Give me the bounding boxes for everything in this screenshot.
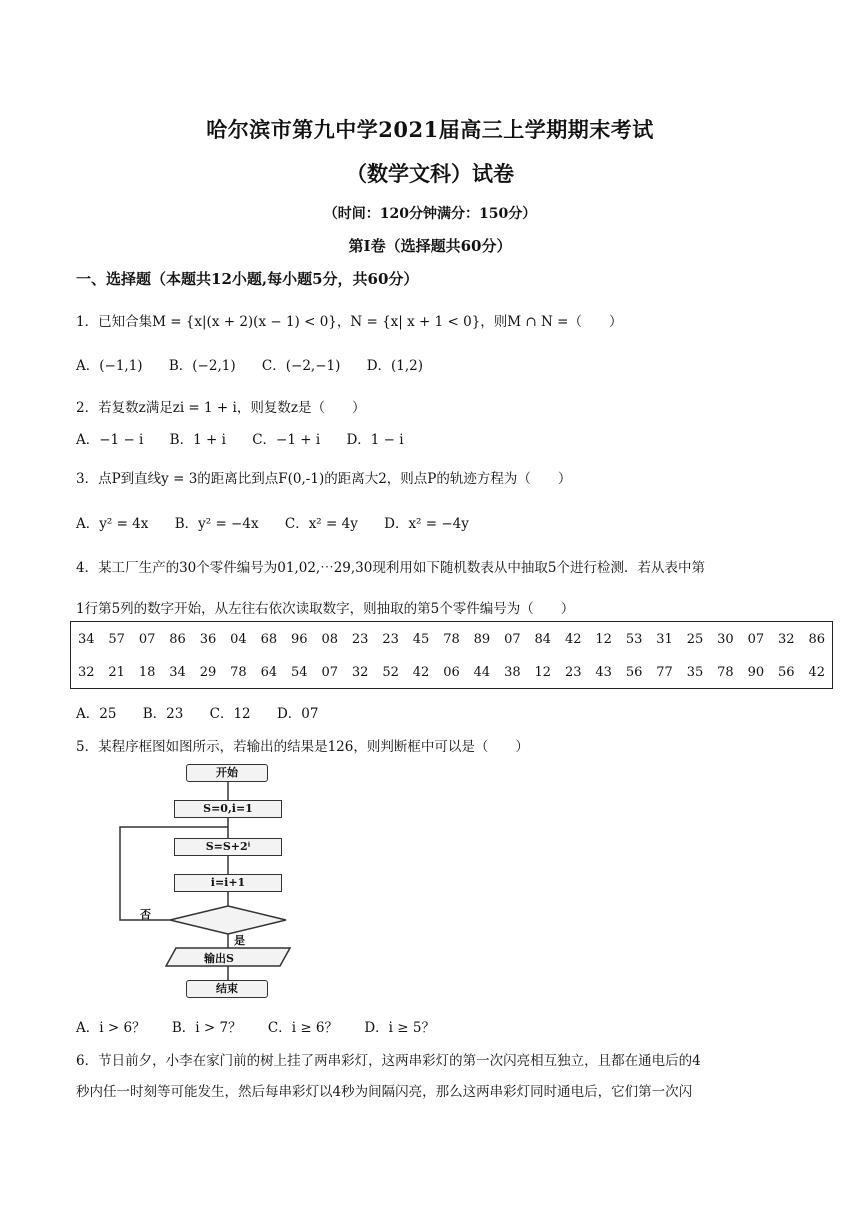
table-cell: 04 — [230, 632, 247, 647]
question-1-options — [76, 354, 445, 374]
table-cell: 42 — [412, 665, 430, 680]
exam-title: 哈尔滨市第九中学2021届高三上学期期末考试 — [206, 117, 654, 142]
table-cell: 68 — [260, 632, 278, 647]
table-cell: 53 — [625, 632, 643, 647]
option: B．y² = −4x — [174, 516, 259, 532]
table-cell: 42 — [564, 632, 582, 647]
table-cell: 07 — [138, 632, 156, 647]
table-cell: 86 — [169, 632, 186, 647]
option: B．1 + i — [169, 432, 226, 448]
table-cell: 31 — [656, 632, 673, 647]
table-cell: 64 — [260, 665, 278, 680]
table-cell: 30 — [717, 632, 734, 647]
question-2-options — [76, 428, 426, 448]
table-cell: 89 — [473, 632, 491, 647]
option: A．i > 6？ — [76, 1020, 146, 1036]
table-cell: 96 — [291, 632, 308, 647]
table-cell: 23 — [382, 632, 399, 647]
table-cell: 12 — [595, 632, 612, 647]
table-cell: 90 — [747, 665, 765, 680]
flowchart — [118, 760, 318, 1005]
table-cell: 52 — [382, 665, 399, 680]
option: D．x² = −4y — [384, 516, 469, 532]
random-number-table — [70, 621, 833, 689]
table-cell: 78 — [717, 665, 734, 680]
table-cell: 32 — [778, 632, 795, 647]
option: C．x² = 4y — [284, 516, 358, 532]
table-cell: 43 — [595, 665, 612, 680]
flowchart-output: 输出S — [204, 952, 234, 965]
table-row — [71, 655, 833, 689]
option: C．(−2,−1) — [261, 358, 341, 374]
table-cell: 84 — [534, 632, 552, 647]
option: D．07 — [276, 706, 319, 722]
exam-subtitle: （数学文科）试卷 — [346, 161, 514, 186]
table-cell: 06 — [443, 665, 460, 680]
question-6-line1: 6．节日前夕，小李在家门前的树上挂了两串彩灯，这两串彩灯的第一次闪亮相互独立，且都在通电后的4 — [76, 1053, 701, 1069]
option: B．(−2,1) — [168, 358, 236, 374]
table-cell: 56 — [778, 665, 795, 680]
table-cell: 29 — [199, 665, 217, 680]
table-cell: 21 — [108, 665, 125, 680]
option: A．−1 − i — [76, 432, 144, 448]
option: C．−1 + i — [252, 432, 321, 448]
question-5-options — [76, 1016, 457, 1036]
option: A．25 — [76, 706, 117, 722]
flowchart-end: 结束 — [186, 980, 268, 998]
table-cell: 45 — [412, 632, 430, 647]
table-cell: 86 — [808, 632, 826, 647]
option: D．(1,2) — [366, 358, 424, 374]
table-cell: 44 — [473, 665, 491, 680]
question-1-stem: 1．已知合集M = {x|(x + 2)(x − 1) < 0}，N = {x| x + 1 < 0}，则M ∩ N =（ ） — [76, 314, 623, 330]
table-cell: 34 — [77, 632, 95, 647]
table-cell: 08 — [321, 632, 338, 647]
table-cell: 35 — [686, 665, 704, 680]
option: A．(−1,1) — [76, 358, 143, 374]
question-4-stem-line2: 1行第5列的数字开始，从左往右依次读取数字，则抽取的第5个零件编号为（ ） — [76, 601, 575, 617]
table-cell: 38 — [504, 665, 521, 680]
table-cell: 54 — [291, 665, 308, 680]
question-4-options — [76, 702, 340, 722]
question-4-stem-line1: 4．某工厂生产的30个零件编号为01,02,⋯29,30现利用如下随机数表从中抽取5个进行检测．若从表中第 — [76, 560, 705, 576]
table-cell: 34 — [169, 665, 186, 680]
flowchart-start: 开始 — [186, 764, 268, 782]
question-3-stem: 3．点P到直线y = 3的距离比到点F(0,-1)的距离大2，则点P的轨迹方程为（ ） — [76, 471, 572, 487]
table-cell: 32 — [351, 665, 369, 680]
table-cell: 18 — [138, 665, 156, 680]
time-info: （时间：120分钟满分：150分） — [323, 206, 537, 222]
flowchart-yes-label: 是 — [234, 934, 245, 947]
option: A．y² = 4x — [76, 516, 149, 532]
option: B．i > 7？ — [171, 1020, 242, 1036]
table-cell: 36 — [199, 632, 217, 647]
option: D．i ≥ 5？ — [364, 1020, 435, 1036]
flowchart-init: S=0,i=1 — [174, 800, 282, 818]
table-cell: 12 — [534, 665, 552, 680]
question-3-options — [76, 512, 491, 532]
flowchart-increment-step: i=i+1 — [174, 874, 282, 892]
option: C．i ≥ 6？ — [267, 1020, 339, 1036]
table-cell: 77 — [656, 665, 673, 680]
option: B．23 — [142, 706, 184, 722]
section-heading: 一、选择题（本题共12小题,每小题5分，共60分） — [76, 270, 419, 288]
question-2-stem: 2．若复数z满足zi = 1 + i，则复数z是（ ） — [76, 400, 366, 416]
table-cell: 42 — [808, 665, 826, 680]
flowchart-no-label: 否 — [140, 908, 151, 921]
table-cell: 57 — [108, 632, 125, 647]
table-cell: 07 — [504, 632, 521, 647]
question-6-line2: 秒内任一时刻等可能发生，然后每串彩灯以4秒为间隔闪亮，那么这两串彩灯同时通电后，它们第一次闪 — [76, 1084, 693, 1100]
option: D．1 − i — [346, 432, 404, 448]
table-cell: 56 — [625, 665, 643, 680]
table-row — [71, 622, 833, 656]
table-cell: 78 — [443, 632, 460, 647]
table-cell: 07 — [747, 632, 765, 647]
table-cell: 23 — [564, 665, 582, 680]
flowchart-sum-step: S=S+2ⁱ — [174, 838, 282, 856]
option: C．12 — [209, 706, 251, 722]
table-cell: 32 — [77, 665, 95, 680]
volume-heading: 第Ⅰ卷（选择题共60分） — [348, 237, 512, 255]
table-cell: 78 — [230, 665, 247, 680]
table-cell: 23 — [351, 632, 369, 647]
question-5-stem: 5．某程序框图如图所示，若输出的结果是126，则判断框中可以是（ ） — [76, 739, 529, 755]
table-cell: 07 — [321, 665, 338, 680]
table-cell: 25 — [686, 632, 704, 647]
